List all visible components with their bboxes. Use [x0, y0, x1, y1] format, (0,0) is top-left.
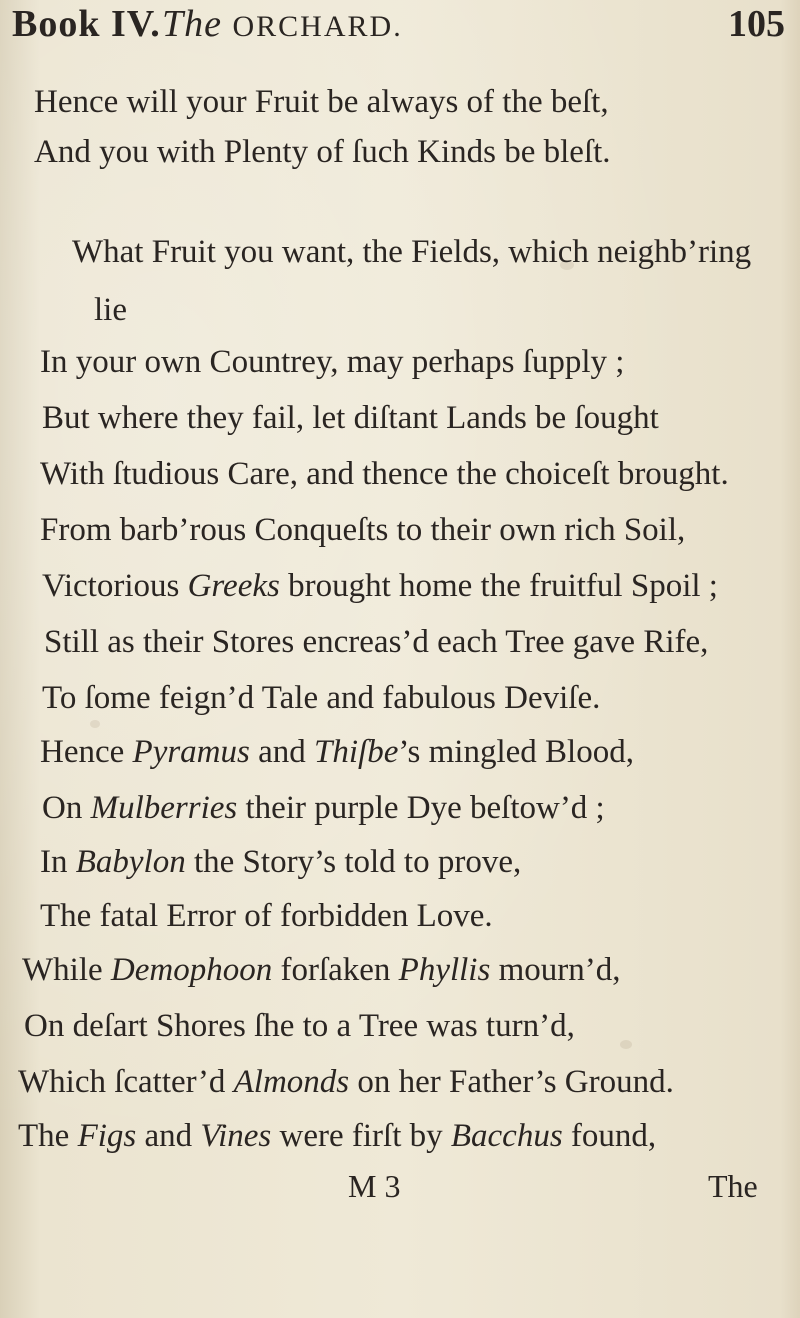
foxing-spot — [90, 720, 100, 728]
verse-line: While Demophoon forſaken Phyllis mourn’d, — [22, 952, 621, 988]
verse-line: Hence will your Fruit be always of the beſt, — [34, 84, 609, 120]
verse-line: The fatal Error of forbidden Love. — [40, 898, 493, 934]
verse-line: Victorious Greeks brought home the fruitful Spoil ; — [42, 568, 718, 604]
verse-line: On deſart Shores ſhe to a Tree was turn’d, — [24, 1008, 575, 1044]
catchword: The — [708, 1168, 758, 1204]
running-header — [0, 0, 800, 48]
page-number: 105 — [728, 3, 785, 45]
book-number: Book IV. — [12, 3, 161, 45]
verse-line: But where they fail, let diſtant Lands be ſought — [42, 400, 659, 436]
verse-line: To ſome feign’d Tale and fabulous Deviſe. — [42, 680, 601, 716]
verse-line: In Babylon the Story’s told to prove, — [40, 844, 522, 880]
verse-line: With ſtudious Care, and thence the choiceſt brought. — [40, 456, 729, 492]
verse-line: On Mulberries their purple Dye beſtow’d ; — [42, 790, 605, 826]
verse-line: Which ſcatter’d Almonds on her Father’s Ground. — [18, 1064, 674, 1100]
verse-line: Hence Pyramus and Thiſbe’s mingled Blood, — [40, 734, 634, 770]
running-title — [162, 2, 403, 46]
verse-line: From barb’rous Conqueſts to their own rich Soil, — [40, 512, 686, 548]
foxing-spot — [620, 1040, 632, 1049]
verse-line: Still as their Stores encreas’d each Tree gave Rife, — [44, 624, 709, 660]
page-footer — [0, 1168, 800, 1216]
verse-line: The Figs and Vines were firſt by Bacchus found, — [18, 1118, 657, 1154]
verse-line: lie — [94, 292, 127, 328]
verse-line: In your own Countrey, may perhaps ſupply ; — [40, 344, 625, 380]
verse-line: What Fruit you want, the Fields, which neighb’ring — [72, 234, 752, 270]
signature-mark: M 3 — [348, 1168, 401, 1204]
title-main: ORCHARD. — [232, 10, 403, 43]
verse-line: And you with Plenty of ſuch Kinds be bleſt. — [34, 134, 611, 170]
title-prefix: The — [162, 3, 222, 45]
